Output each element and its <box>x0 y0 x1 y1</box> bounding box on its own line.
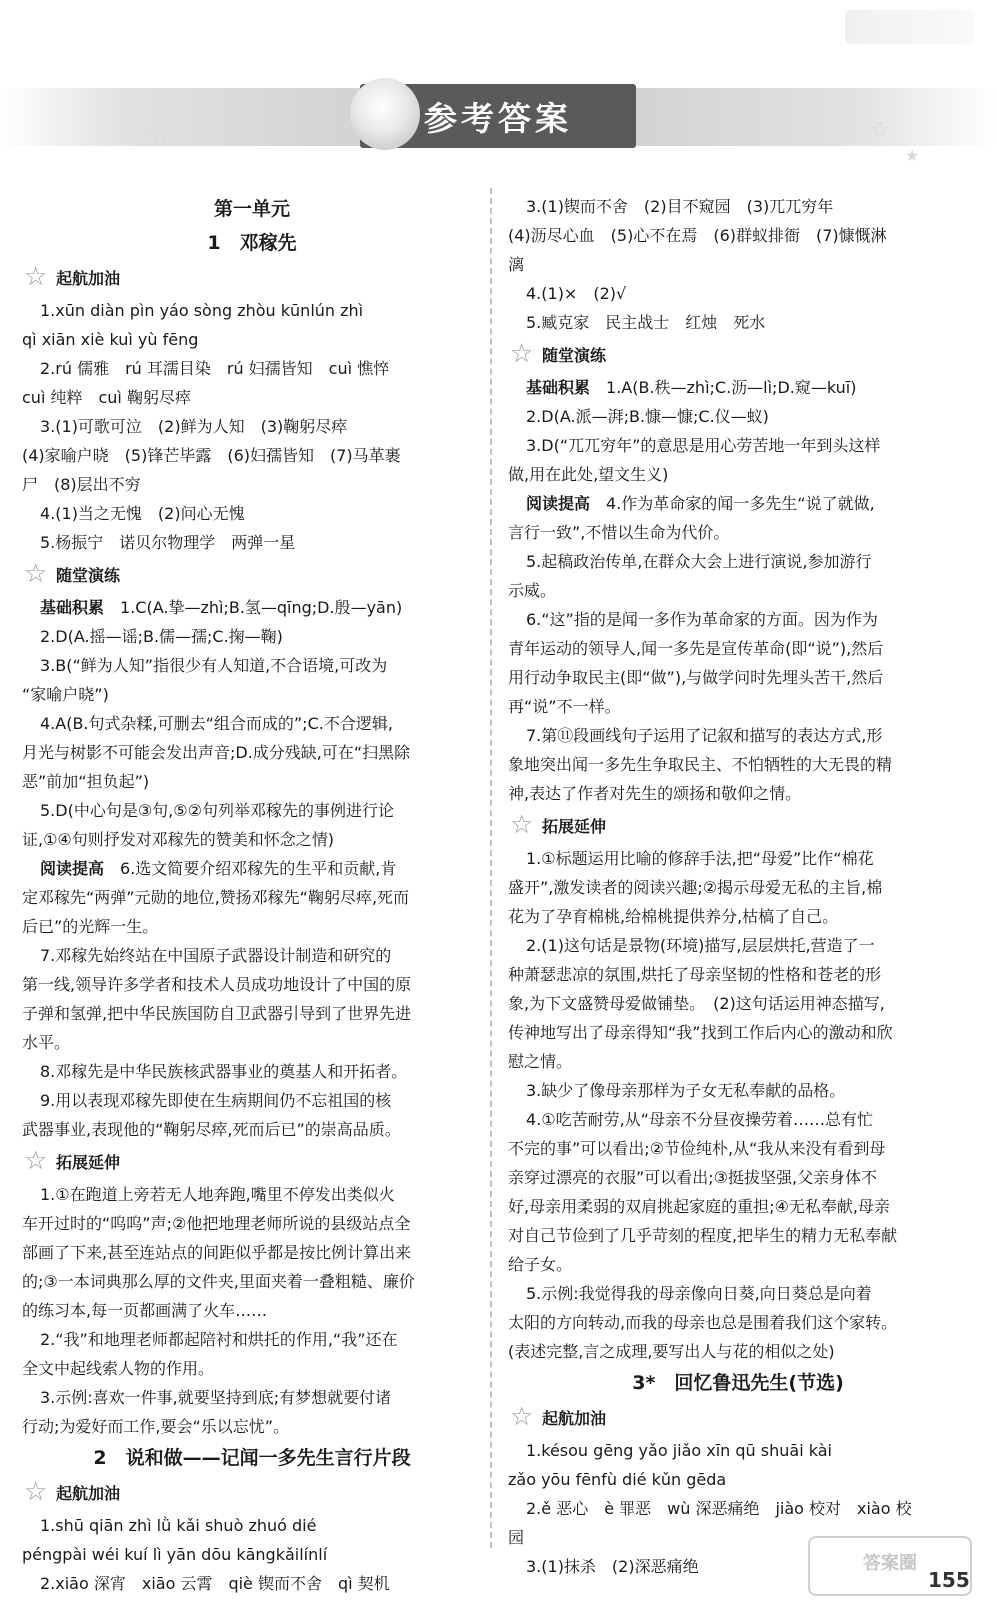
exercise-header <box>508 339 968 373</box>
answer-text: 6.选文简要介绍邓稼先的生平和贡献,肯 <box>104 859 397 878</box>
answer-line <box>508 1134 968 1163</box>
answer-text: 3.示例:喜欢一件事,就要坚持到底;有梦想就要付诸 <box>40 1388 392 1407</box>
answer-text: 3.缺少了像母亲那样为子女无私奉献的品格。 <box>526 1081 846 1100</box>
answer-text: 漓 <box>508 255 525 274</box>
subsection-label: 阅读提高 <box>40 859 105 878</box>
answer-text: 5.D(中心句是③句,⑤②句列举邓稼先的事例进行论 <box>40 801 394 820</box>
answer-line <box>508 1494 968 1523</box>
answer-line <box>22 1086 482 1115</box>
answer-text: zǎo yōu fēnfù dié kǔn gēda <box>508 1470 727 1489</box>
answer-text: 定邓稼先“两弹”元勋的地位,赞扬邓稼先“鞠躬尽瘁,死而 <box>22 888 410 907</box>
answer-line <box>22 593 482 622</box>
answer-text: 5.臧克家 民主战士 红烛 死水 <box>526 313 766 332</box>
answer-text: 3.D(“兀兀穷年”的意思是用心劳苦地一年到头这样 <box>526 436 881 455</box>
answer-text: 不完的事”可以看出;②节俭纯朴,从“我从来没有看到母 <box>508 1139 886 1158</box>
answer-line <box>508 1465 968 1494</box>
answer-text: péngpài wéi kuí lì yān dōu kāngkǎilínlí <box>22 1545 328 1564</box>
answer-line <box>508 373 968 402</box>
answer-line <box>508 779 968 808</box>
answer-line <box>22 528 482 557</box>
answer-line <box>508 279 968 308</box>
answer-line <box>22 1511 482 1540</box>
subsection-label: 阅读提高 <box>526 494 591 513</box>
answer-line <box>508 1047 968 1076</box>
answer-line <box>22 709 482 738</box>
subsection-label: 基础积累 <box>526 378 591 397</box>
answer-text: 5.杨振宁 诺贝尔物理学 两弹一星 <box>40 533 296 552</box>
exercise-header <box>508 810 968 844</box>
exercise-header-label: 起航加油 <box>56 1484 121 1503</box>
answer-line <box>22 383 482 412</box>
answer-text: 做,用在此处,望文生义) <box>508 465 669 484</box>
answer-line <box>508 250 968 279</box>
answer-line <box>22 680 482 709</box>
answer-text: 9.用以表现邓稼先即使在生病期间仍不忘祖国的核 <box>40 1091 392 1110</box>
answer-text: 水平。 <box>22 1033 71 1052</box>
answer-line <box>22 999 482 1028</box>
answer-line <box>22 941 482 970</box>
answer-line <box>22 1209 482 1238</box>
answer-text: 2.rú 儒雅 rú 耳濡目染 rú 妇孺皆知 cuì 憔悴 <box>40 359 390 378</box>
star-icon: ☆ <box>24 559 48 589</box>
answer-text: 4.A(B.句式杂糅,可删去“组合而成的”;C.不合逻辑, <box>40 714 393 733</box>
answer-line <box>508 721 968 750</box>
answer-line <box>22 1028 482 1057</box>
answer-line <box>22 738 482 767</box>
answer-text: 言行一致”,不惜以生命为代价。 <box>508 523 730 542</box>
answer-line <box>508 844 968 873</box>
answer-text: 1.xūn diàn pìn yáo sòng zhòu kūnlún zhì <box>40 301 364 320</box>
answer-line <box>508 873 968 902</box>
answer-text: 2.“我”和地理老师都起陪衬和烘托的作用,“我”还在 <box>40 1330 398 1349</box>
answer-line <box>508 460 968 489</box>
answer-line <box>508 576 968 605</box>
answer-line <box>508 1337 968 1366</box>
exercise-header <box>22 262 482 296</box>
answer-line <box>508 605 968 634</box>
answer-text: 尸 (8)层出不穷 <box>22 475 141 494</box>
star-icon: ☆ <box>24 1146 48 1176</box>
answer-line <box>508 1221 968 1250</box>
answer-text: 3.(1)锲而不舍 (2)目不窥园 (3)兀兀穷年 <box>526 197 834 216</box>
answer-line <box>508 1076 968 1105</box>
answer-text: 2.xiāo 深宵 xiāo 云霄 qiè 锲而不舍 qì 契机 <box>40 1574 390 1593</box>
answer-text: 5.示例:我觉得我的母亲像向日葵,向日葵总是向着 <box>526 1284 872 1303</box>
answer-line <box>22 470 482 499</box>
answer-line <box>508 663 968 692</box>
answer-text: 部画了下来,甚至连站点的间距似乎都是按比例计算出来 <box>22 1243 412 1262</box>
answer-text: 传神地写出了母亲得知“我”找到工作后内心的激动和欣 <box>508 1023 893 1042</box>
answer-text: (4)沥尽心血 (5)心不在焉 (6)群蚁排衙 (7)慷慨淋 <box>508 226 887 245</box>
answer-text: 5.起稿政治传单,在群众大会上进行演说,参加游行 <box>526 552 872 571</box>
answer-text: 花为了孕育棉桃,给棉桃提供养分,枯槁了自己。 <box>508 907 839 926</box>
answer-line <box>508 192 968 221</box>
answer-text: 恶”前加“担负起”) <box>22 772 150 791</box>
answer-line <box>22 970 482 999</box>
subsection-label: 基础积累 <box>40 598 105 617</box>
exercise-header <box>508 1402 968 1436</box>
star-icon: ☆ <box>24 262 48 292</box>
answer-line <box>22 296 482 325</box>
answer-text: 2.(1)这句话是景物(环境)描写,层层烘托,营造了一 <box>526 936 875 955</box>
answer-line <box>508 902 968 931</box>
answer-text: 给子女。 <box>508 1255 573 1274</box>
answer-text: 3.B(“鲜为人知”指很少有人知道,不合语境,可改为 <box>40 656 388 675</box>
answer-text: 后已”的光辉一生。 <box>22 917 159 936</box>
answer-text: 1.shū qiān zhì lǜ kǎi shuò zhuó dié <box>40 1516 317 1535</box>
answer-line <box>22 1296 482 1325</box>
answer-line <box>22 441 482 470</box>
answer-text: cuì 纯粹 cuì 鞠躬尽瘁 <box>22 388 191 407</box>
answer-line <box>22 651 482 680</box>
exercise-header <box>22 559 482 593</box>
answer-text: 4.(1)× (2)√ <box>526 284 627 303</box>
answer-text: 4.①吃苦耐劳,从“母亲不分昼夜操劳着……总有忙 <box>526 1110 873 1129</box>
ship-emblem-icon <box>350 78 420 150</box>
answer-line <box>508 634 968 663</box>
answer-line <box>22 1325 482 1354</box>
answer-text: 1.C(A.挚—zhì;B.氢—qīng;D.殷—yān) <box>104 598 403 617</box>
exercise-header <box>22 1477 482 1511</box>
exercise-header-label: 拓展延伸 <box>542 817 607 836</box>
right-column <box>508 192 968 1581</box>
answer-text: 6.“这”指的是闻一多作为革命家的方面。因为作为 <box>526 610 878 629</box>
answer-line <box>508 1018 968 1047</box>
answer-text: 园 <box>508 1528 525 1547</box>
answer-text: 2.D(A.摇—谣;B.儒—孺;C.掬—鞠) <box>40 627 283 646</box>
left-column <box>22 192 482 1598</box>
star-icon: ☆ <box>510 1402 534 1432</box>
star-icon: ☆ <box>24 1477 48 1507</box>
answer-line <box>22 1412 482 1441</box>
column-divider <box>490 188 492 1548</box>
answer-text: 2.D(A.派—湃;B.慷—慷;C.仪—蚁) <box>526 407 769 426</box>
answer-line <box>508 692 968 721</box>
exercise-header-label: 起航加油 <box>56 269 121 288</box>
answer-line <box>22 883 482 912</box>
answer-text: 第一线,领导许多学者和技术人员成功地设计了中国的原 <box>22 975 412 994</box>
section-title: 3* 回忆鲁迅先生(节选) <box>632 1372 844 1394</box>
answer-text: 亲穿过漂亮的衣服”可以看出;③挺拔坚强,父亲身体不 <box>508 1168 878 1187</box>
answer-line <box>508 402 968 431</box>
exercise-header-label: 拓展延伸 <box>56 1153 121 1172</box>
answer-text: 4.作为革命家的闻一多先生“说了就做, <box>590 494 875 513</box>
star-icon: ★ <box>905 146 920 165</box>
answer-line <box>22 354 482 383</box>
answer-line <box>22 325 482 354</box>
page-title: 参考答案 <box>360 84 636 148</box>
answer-text: 2.ě 恶心 è 罪恶 wù 深恶痛绝 jiào 校对 xiào 校 <box>526 1499 912 1518</box>
section-title: 2 说和做——记闻一多先生言行片段 <box>93 1447 411 1469</box>
answer-text: 月光与树影不可能会发出声音;D.成分残缺,可在“扫黑除 <box>22 743 411 762</box>
answer-line <box>508 960 968 989</box>
answer-text: 武器事业,表现他的“鞠躬尽瘁,死而后已”的崇高品质。 <box>22 1120 401 1139</box>
star-icon: ☆ <box>510 339 534 369</box>
answer-text: 用行动争取民主(即“做”),与做学问时先埋头苦干,然后 <box>508 668 884 687</box>
answer-line <box>22 1115 482 1144</box>
answer-line <box>508 1192 968 1221</box>
answer-line <box>508 547 968 576</box>
answer-text: 7.邓稼先始终站在中国原子武器设计制造和研究的 <box>40 946 392 965</box>
page-number: 155 <box>928 1568 970 1592</box>
answer-text: 慰之情。 <box>508 1052 573 1071</box>
answer-line <box>508 489 968 518</box>
answer-line <box>22 499 482 528</box>
answer-line <box>22 912 482 941</box>
answer-line <box>508 221 968 250</box>
answer-line <box>22 825 482 854</box>
answer-text: 象地突出闻一多先生争取民主、不怕牺牲的大无畏的精 <box>508 755 893 774</box>
answer-line <box>508 1163 968 1192</box>
answer-line <box>22 1057 482 1086</box>
answer-text: (4)家喻户晓 (5)锋芒毕露 (6)妇孺皆知 (7)马革裹 <box>22 446 401 465</box>
section-title: 1 邓稼先 <box>207 232 297 254</box>
answer-line <box>508 1250 968 1279</box>
answer-text: 种萧瑟悲凉的氛围,烘托了母亲坚韧的性格和苍老的形 <box>508 965 882 984</box>
answer-text: 1.késou gēng yǎo jiǎo xīn qū shuāi kài <box>526 1441 832 1460</box>
answer-line <box>22 1569 482 1598</box>
exercise-header <box>22 1146 482 1180</box>
answer-line <box>508 989 968 1018</box>
watermark-logo: 答案圈 <box>808 1536 972 1596</box>
answer-line <box>508 1436 968 1465</box>
answer-line <box>22 1238 482 1267</box>
answer-line <box>22 854 482 883</box>
answer-line <box>508 308 968 337</box>
star-icon: ☆ <box>870 118 890 143</box>
answer-text: (表述完整,言之成理,要写出人与花的相似之处) <box>508 1342 835 1361</box>
answer-text: qì xiān xiè kuì yù fēng <box>22 330 199 349</box>
answer-text: 证,①④句则抒发对邓稼先的赞美和怀念之情) <box>22 830 335 849</box>
answer-text: 车开过时的“呜呜”声;②他把地理老师所说的县级站点全 <box>22 1214 411 1233</box>
answer-text: 的练习本,每一页都画满了火车…… <box>22 1301 268 1320</box>
answer-line <box>508 431 968 460</box>
answer-text: 示威。 <box>508 581 557 600</box>
answer-line <box>508 1105 968 1134</box>
answer-text: 的;③一本词典那么厚的文件夹,里面夹着一叠粗糙、廉价 <box>22 1272 415 1291</box>
answer-text: 7.第⑪段画线句子运用了记叙和描写的表达方式,形 <box>526 726 883 745</box>
answer-text: 青年运动的领导人,闻一多先是宣传革命(即“说”),然后 <box>508 639 884 658</box>
answer-text: 再“说”不一样。 <box>508 697 621 716</box>
answer-line <box>508 1279 968 1308</box>
answer-line <box>22 1540 482 1569</box>
section-title: 第一单元 <box>213 198 290 220</box>
answer-line <box>22 1354 482 1383</box>
answer-text: 对自己节俭到了几乎苛刻的程度,把毕生的精力无私奉献 <box>508 1226 898 1245</box>
answer-text: 1.①标题运用比喻的修辞手法,把“母爱”比作“棉花 <box>526 849 874 868</box>
answer-text: 3.(1)可歌可泣 (2)鲜为人知 (3)鞠躬尽瘁 <box>40 417 348 436</box>
answer-text: 太阳的方向转动,而我的母亲也总是围着我们这个家转。 <box>508 1313 898 1332</box>
answer-text: 1.A(B.秩—zhì;C.沥—lì;D.窥—kuī) <box>590 378 857 397</box>
exercise-header-label: 起航加油 <box>542 1409 607 1428</box>
answer-line <box>508 931 968 960</box>
answer-text: “家喻户晓”) <box>22 685 109 704</box>
answer-text: 行动;为爱好而工作,要会“乐以忘忧”。 <box>22 1417 290 1436</box>
star-icon: ☆ <box>150 126 170 151</box>
answer-line <box>22 796 482 825</box>
answer-line <box>22 1267 482 1296</box>
answer-text: 盛开”,激发读者的阅读兴趣;②揭示母爱无私的主旨,棉 <box>508 878 883 897</box>
star-icon: ☆ <box>510 810 534 840</box>
answer-line <box>508 1308 968 1337</box>
answer-text: 8.邓稼先是中华民族核武器事业的奠基人和开拓者。 <box>40 1062 408 1081</box>
answer-line <box>508 518 968 547</box>
exercise-header-label: 随堂演练 <box>542 346 607 365</box>
answer-line <box>22 767 482 796</box>
answer-text: 3.(1)抹杀 (2)深恶痛绝 <box>526 1557 699 1576</box>
answer-banner <box>0 0 996 170</box>
answer-line <box>508 750 968 779</box>
answer-line <box>22 622 482 651</box>
answer-text: 好,母亲用柔弱的双肩挑起家庭的重担;④无私奉献,母亲 <box>508 1197 890 1216</box>
exercise-header-label: 随堂演练 <box>56 566 121 585</box>
answer-text: 1.①在跑道上旁若无人地奔跑,嘴里不停发出类似火 <box>40 1185 395 1204</box>
answer-text: 4.(1)当之无愧 (2)问心无愧 <box>40 504 245 523</box>
answer-line <box>22 412 482 441</box>
answer-line <box>22 1383 482 1412</box>
answer-line <box>22 1180 482 1209</box>
answer-text: 全文中起线索人物的作用。 <box>22 1359 215 1378</box>
answer-text: 子弹和氢弹,把中华民族国防自卫武器引导到了世界先进 <box>22 1004 412 1023</box>
answer-text: 象,为下文盛赞母爱做铺垫。 (2)这句话运用神态描写, <box>508 994 885 1013</box>
answer-text: 神,表达了作者对先生的颂扬和敬仰之情。 <box>508 784 802 803</box>
